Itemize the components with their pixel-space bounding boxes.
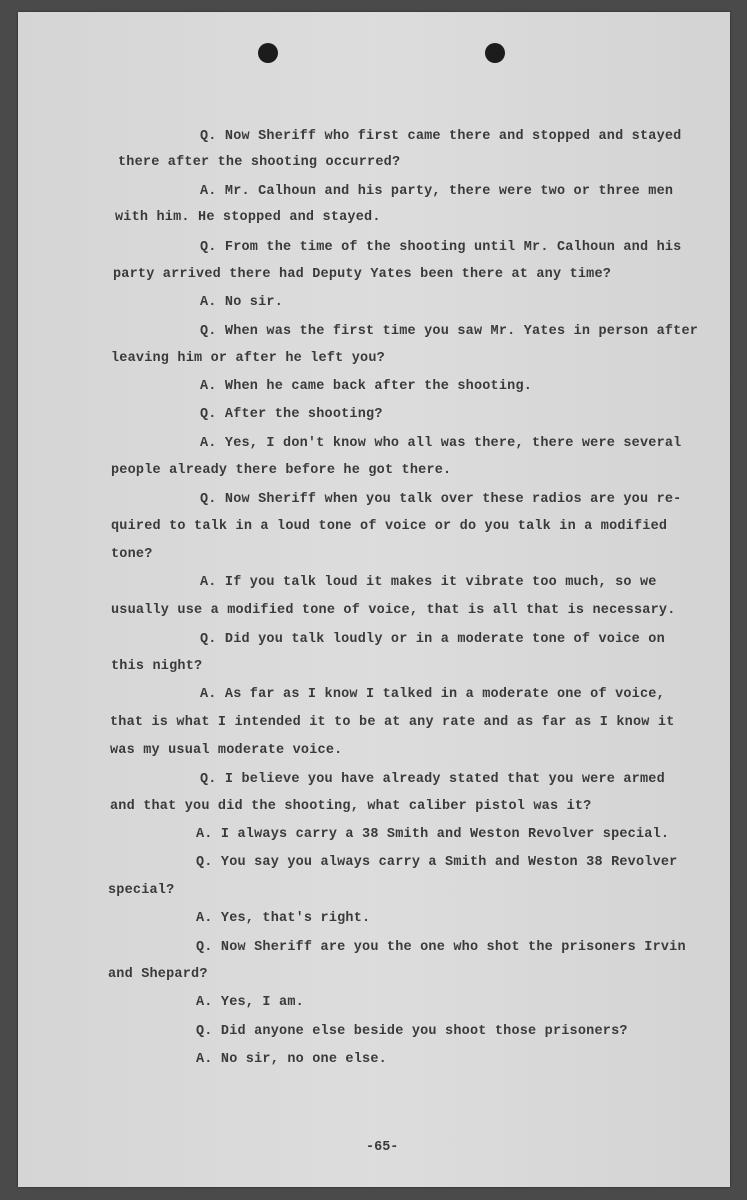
transcript-line: A. No sir, no one else. [196,1052,387,1067]
transcript-line: A. I always carry a 38 Smith and Weston Revolver special. [196,827,670,842]
transcript-line: usually use a modified tone of voice, that is all that is necessary. [111,603,676,618]
transcript-line: A. Yes, I am. [196,995,304,1010]
transcript-line: that is what I intended it to be at any rate and as far as I know it [110,715,675,730]
transcript-line: leaving him or after he left you? [111,351,385,366]
transcript-line: A. Yes, that's right. [196,911,371,926]
transcript-line: A. Yes, I don't know who all was there, there were several [200,436,682,451]
transcript-line: and Shepard? [108,967,208,982]
transcript-line: quired to talk in a loud tone of voice or do you talk in a modified [111,519,668,534]
transcript-line: Q. Now Sheriff when you talk over these radios are you re- [200,492,682,507]
transcript-line: Q. Did you talk loudly or in a moderate tone of voice on [200,632,665,647]
transcript-line: A. No sir. [200,295,284,310]
transcript-line: A. When he came back after the shooting. [200,379,533,394]
transcript-line: was my usual moderate voice. [110,743,343,758]
transcript-line: Q. I believe you have already stated that you were armed [200,772,665,787]
transcript-line: Q. After the shooting? [200,407,383,422]
transcript-line: Q. Did anyone else beside you shoot those prisoners? [196,1024,628,1039]
transcript-line: Q. Now Sheriff who first came there and stopped and stayed [200,129,682,144]
transcript-line: Q. From the time of the shooting until Mr. Calhoun and his [200,240,682,255]
punch-hole-left [258,43,278,63]
transcript-line: there after the shooting occurred? [118,155,401,170]
transcript-line: A. As far as I know I talked in a moderate one of voice, [200,687,665,702]
transcript-line: this night? [111,659,203,674]
punch-hole-right [485,43,505,63]
transcript-line: A. Mr. Calhoun and his party, there were two or three men [200,184,674,199]
page-number: -65- [366,1140,399,1155]
transcript-line: with him. He stopped and stayed. [115,210,381,225]
transcript-line: party arrived there had Deputy Yates been there at any time? [113,267,612,282]
transcript-line: tone? [111,547,153,562]
document-page [18,12,730,1187]
transcript-line: special? [108,883,175,898]
transcript-line: and that you did the shooting, what caliber pistol was it? [110,799,592,814]
transcript-line: Q. You say you always carry a Smith and Weston 38 Revolver [196,855,678,870]
transcript-line: people already there before he got there. [111,463,452,478]
transcript-line: Q. When was the first time you saw Mr. Yates in person after [200,324,699,339]
transcript-line: A. If you talk loud it makes it vibrate too much, so we [200,575,657,590]
transcript-line: Q. Now Sheriff are you the one who shot the prisoners Irvin [196,940,686,955]
